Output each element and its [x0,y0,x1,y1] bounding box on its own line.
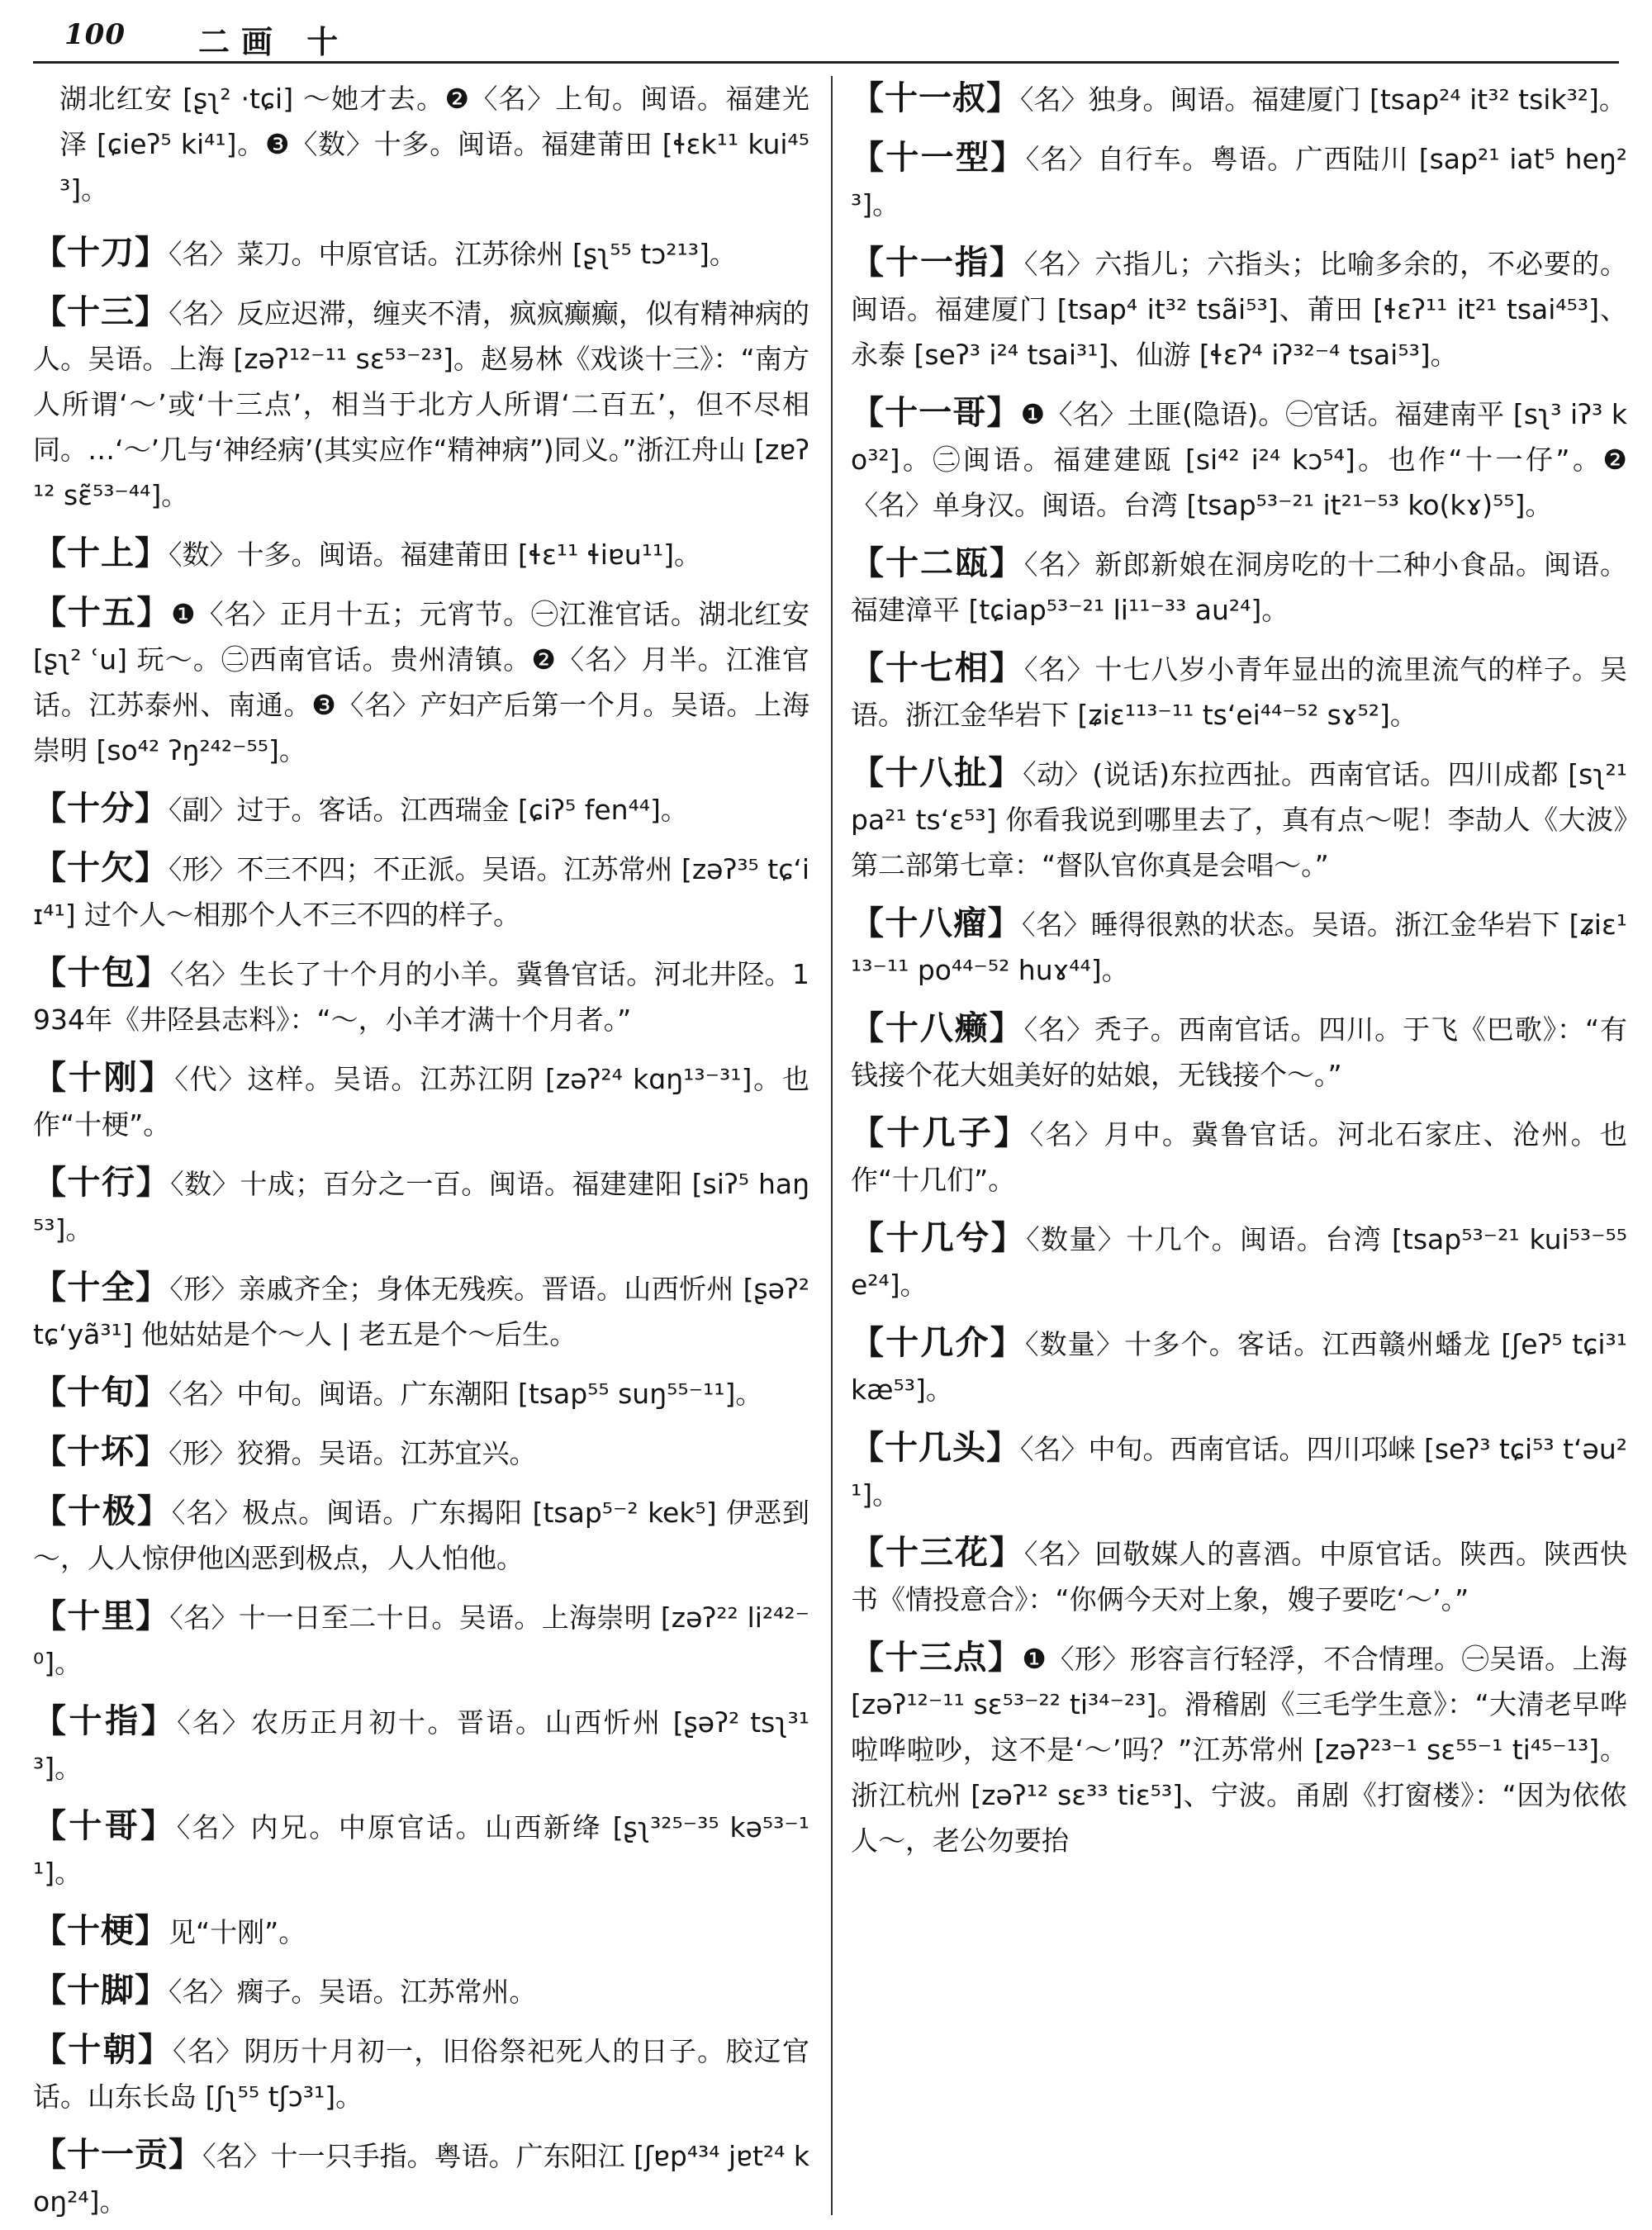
entry-definition: 〈形〉狡猾。吴语。江苏宜兴。 [169,1437,537,1469]
entry-headword: 【十一哥】 [851,394,1021,432]
dictionary-entry [851,391,1627,528]
entry-definition: 〈动〉(说话)东拉西扯。西南官话。四川成都 [sʅ²¹ pa²¹ tsʻɛ⁵³] 你看我说到哪里去了，真有点～呢！李劼人《大波》第二部第七章：“督队官你真是会唱～。” [851,758,1627,881]
entry-definition: 〈代〉这样。吴语。江苏江阴 [zəʔ²⁴ kɑŋ¹³⁻³¹]。也作“十梗”。 [33,1063,809,1141]
dictionary-entry [33,1265,809,1357]
entry-definition: 〈数〉十多。闽语。福建莆田 [ɬɛ¹¹ ɬiɐu¹¹]。 [169,539,702,571]
dictionary-entry [33,591,809,773]
entry-definition: 〈名〉生长了十个月的小羊。冀鲁官话。河北井陉。1934年《井陉县志料》：“～，小羊才满十个月者。” [33,958,809,1036]
entry-headword: 【十脚】 [33,1971,169,2009]
dictionary-entry [851,1321,1627,1412]
entry-definition: 〈名〉反应迟滞，缠夹不清，疯疯癫癫，似有精神病的人。吴语。上海 [zəʔ¹²⁻¹¹ sɛ⁵³⁻²³]。赵易林《戏谈十三》：“南方人所谓‘～’或‘十三点’，相当于北方人所谓‘二百五’，但不尽相同。…‘～’几与‘神经病’(其实应作“精神病”)同义。”浙江舟山 [zɐʔ¹² sɛ̃⁵³⁻⁴⁴]。 [33,297,809,511]
dictionary-entry [33,1160,809,1252]
entry-headword: 【十几子】 [851,1114,1030,1152]
entry-headword: 【十包】 [33,954,170,992]
entry-headword: 【十分】 [33,790,169,828]
entry-definition: 〈名〉菜刀。中原官话。江苏徐州 [ʂʅ⁵⁵ tɔ²¹³]。 [169,238,737,270]
dictionary-entry [33,2028,809,2119]
entry-headword: 【十八瘤】 [851,904,1023,942]
entry-headword: 【十刀】 [33,234,169,272]
entry-headword: 【十三】 [33,293,169,331]
entry-definition: 〈名〉睡得很熟的状态。吴语。浙江金华岩下 [ʑiɛ¹¹³⁻¹¹ po⁴⁴⁻⁵² huɤ⁴⁴]。 [851,909,1627,986]
dictionary-entry [33,846,809,937]
right-column [851,76,1627,2220]
entry-definition: 〈名〉十七八岁小青年显出的流里流气的样子。吴语。浙江金华岩下 [ʑiɛ¹¹³⁻¹¹ tsʻei⁴⁴⁻⁵² sɤ⁵²]。 [851,653,1627,731]
entry-definition: 〈数量〉十多个。客话。江西赣州蟠龙 [ʃeʔ⁵ tɕi³¹ kæ⁵³]。 [851,1328,1627,1406]
entry-definition: 〈名〉十一日至二十日。吴语。上海崇明 [zəʔ²² li²⁴²⁻⁰]。 [33,1601,809,1679]
entry-definition: 〈名〉六指儿；六指头；比喻多余的，不必要的。闽语。福建厦门 [tsap⁴ it³² tsãi⁵³]、莆田 [ɬɛʔ¹¹ it²¹ tsai⁴⁵³]、永泰 [seʔ³ i²⁴ tsai³¹]、仙游 [ɬɛʔ⁴ iʔ³²⁻⁴ tsai⁵³]。 [851,248,1627,371]
entry-headword: 【十七相】 [851,649,1024,687]
dictionary-entry [33,1489,809,1581]
entry-headword: 【十朝】 [33,2031,173,2069]
entry-definition: 〈名〉自行车。粤语。广西陆川 [sap²¹ iat⁵ heŋ²³]。 [851,143,1627,221]
entry-definition: 湖北红安 [ʂʅ² ·tɕi] ～她才去。❷〈名〉上旬。闽语。福建光泽 [ɕieʔ⁵ ki⁴¹]。❸〈数〉十多。闽语。福建莆田 [ɬɛk¹¹ kui⁴⁵³]。 [59,83,809,206]
entry-definition: 〈名〉阴历十月初一，旧俗祭祀死人的日子。胶辽官话。山东长岛 [ʃʅ⁵⁵ tʃɔ³¹]。 [33,2035,809,2113]
entry-headword: 【十三花】 [851,1534,1024,1572]
entry-definition: 〈名〉极点。闽语。广东揭阳 [tsap⁵⁻² kek⁵] 伊恶到～，人人惊伊他凶恶到极点，人人怕他。 [33,1497,809,1574]
dictionary-entry [33,1909,809,1955]
dictionary-entry [851,1426,1627,1517]
entry-headword: 【十里】 [33,1597,170,1635]
dictionary-entry [33,1968,809,2014]
dictionary-entry [33,1370,809,1416]
dictionary-entry [851,76,1627,122]
entry-definition: 〈名〉秃子。西南官话。四川。于飞《巴歌》：“有钱接个花大姐美好的姑娘，无钱接个～。” [851,1013,1627,1091]
entry-headword: 【十几介】 [851,1324,1025,1362]
entry-definition: 〈名〉十一只手指。粤语。广东阳江 [ʃɐp⁴³⁴ jɐt²⁴ koŋ²⁴]。 [33,2140,809,2218]
entry-headword: 【十行】 [33,1164,171,1202]
dictionary-entry [33,1056,809,1147]
dictionary-entry [33,1699,809,1791]
entry-headword: 【十全】 [33,1269,170,1307]
entry-definition: ❶〈形〉形容言行轻浮，不合情理。㊀吴语。上海 [zəʔ¹²⁻¹¹ sɛ⁵³⁻²² ti³⁴⁻²³]。滑稽剧《三毛学生意》：“大清老早哗啦哗啦吵，这不是‘～’吗？”江苏常州 [zəʔ²³⁻¹ sɛ⁵⁵⁻¹ ti⁴⁵⁻¹³]。浙江杭州 [zəʔ¹² sɛ³³ tiɛ⁵³]、宁波。甬剧《打窗楼》：“因为依侬人～，老公勿要抬 [851,1643,1627,1857]
entry-headword: 【十极】 [33,1492,172,1530]
entry-definition: 〈名〉农历正月初十。晋语。山西忻州 [ʂəʔ² tsʅ³¹³]。 [33,1706,809,1784]
dictionary-entry [33,1804,809,1896]
entry-headword: 【十哥】 [33,1807,177,1845]
entry-definition: 〈名〉中旬。西南官话。四川邛崃 [seʔ³ tɕi⁵³ tʻəu²¹]。 [851,1433,1627,1511]
entry-definition: 〈形〉亲戚齐全；身体无残疾。晋语。山西忻州 [ʂəʔ² tɕʻyã³¹] 他姑姑是个～人 | 老五是个～后生。 [33,1273,809,1350]
entry-headword: 【十几头】 [851,1429,1020,1467]
entry-headword: 【十三点】 [851,1639,1023,1677]
entry-headword: 【十指】 [33,1702,178,1740]
entry-headword: 【十一叔】 [851,79,1020,117]
entry-definition: ❶〈名〉土匪(隐语)。㊀官话。福建南平 [sʅ³ iʔ³ ko³²]。㊁闽语。福建建瓯 [si⁴² i²⁴ kɔ⁵⁴]。也作“十一仔”。❷〈名〉单身汉。闽语。台湾 [tsap⁵³⁻²¹ it²¹⁻⁵³ ko(kɤ)⁵⁵]。 [851,398,1627,521]
entry-definition: 〈名〉瘸子。吴语。江苏常州。 [169,1976,537,2008]
dictionary-entry [851,1530,1627,1622]
entry-headword: 【十梗】 [33,1912,169,1950]
dictionary-entry [33,2133,809,2220]
entry-definition: 〈形〉不三不四；不正派。吴语。江苏常州 [zəʔ³⁵ tɕʻiɪ⁴¹] 过个人～相那个人不三不四的样子。 [33,853,809,931]
entry-headword: 【十上】 [33,534,169,572]
entry-definition: 〈数〉十成；百分之一百。闽语。福建建阳 [siʔ⁵ haŋ⁵³]。 [33,1168,809,1245]
dictionary-entry [851,901,1627,993]
dictionary-entry [33,951,809,1042]
dictionary-entry [851,1111,1627,1203]
entry-definition: 〈副〉过于。客话。江西瑞金 [ɕiʔ⁵ fen⁴⁴]。 [169,794,688,826]
entry-headword: 【十二瓯】 [851,544,1024,582]
entry-definition: 〈名〉独身。闽语。福建厦门 [tsap²⁴ it³² tsik³²]。 [1020,83,1626,116]
entry-headword: 【十八癞】 [851,1009,1024,1047]
entry-definition: 〈名〉新郎新娘在洞房吃的十二种小食品。闽语。福建漳平 [tɕiap⁵³⁻²¹ li¹¹⁻³³ au²⁴]。 [851,548,1627,626]
dictionary-entry [851,751,1627,888]
dictionary-entry [851,1006,1627,1098]
entry-definition: 〈名〉中旬。闽语。广东潮阳 [tsap⁵⁵ suŋ⁵⁵⁻¹¹]。 [169,1378,763,1410]
entry-headword: 【十一贡】 [33,2136,203,2174]
dictionary-entry [33,531,809,577]
dictionary-entry [851,1216,1627,1307]
dictionary-entry [33,1594,809,1686]
entry-definition: 〈名〉月中。冀鲁官话。河北石家庄、沧州。也作“十几们”。 [851,1118,1627,1196]
dictionary-entry [33,290,809,518]
entry-definition: 〈名〉回敬媒人的喜酒。中原官话。陕西。陕西快书《情投意合》：“你俩今天对上象，嫂子要吃‘～’。” [851,1538,1627,1616]
entry-definition: 见“十刚”。 [169,1916,306,1948]
dictionary-entry [33,230,809,277]
running-head: 二画 十 [198,24,350,60]
entry-headword: 【十刚】 [33,1059,175,1097]
dictionary-entry [33,786,809,833]
page-number: 100 [64,18,126,51]
dictionary-entry [851,1635,1627,1863]
entry-headword: 【十欠】 [33,849,169,887]
entry-headword: 【十五】 [33,594,172,632]
entry-headword: 【十八扯】 [851,754,1023,792]
entry-headword: 【十坏】 [33,1433,169,1471]
dictionary-entry [851,135,1627,227]
entry-definition: 〈数量〉十几个。闽语。台湾 [tsap⁵³⁻²¹ kui⁵³⁻⁵⁵ e²⁴]。 [851,1223,1627,1301]
page-header [33,12,1619,64]
entry-definition: ❶〈名〉正月十五；元宵节。㊀江淮官话。湖北红安 [ʂʅ² ʿu] 玩～。㊁西南官话。贵州清镇。❷〈名〉月半。江淮官话。江苏泰州、南通。❸〈名〉产妇产后第一个月。吴语。上海崇明 [so⁴² ʔŋ²⁴²⁻⁵⁵]。 [33,598,809,766]
left-column [33,76,809,2220]
entry-headword: 【十一指】 [851,244,1024,282]
entry-headword: 【十一型】 [851,139,1026,177]
dictionary-entry [851,541,1627,633]
entry-headword: 【十几兮】 [851,1219,1027,1257]
dictionary-entry [851,240,1627,377]
entry-headword: 【十旬】 [33,1374,169,1412]
column-divider [831,76,833,2215]
dictionary-entry [851,646,1627,738]
dictionary-entry [33,76,809,212]
entry-definition: 〈名〉内兄。中原官话。山西新绛 [ʂʅ³²⁵⁻³⁵ kə⁵³⁻¹¹]。 [33,1811,809,1889]
dictionary-entry [33,1430,809,1476]
